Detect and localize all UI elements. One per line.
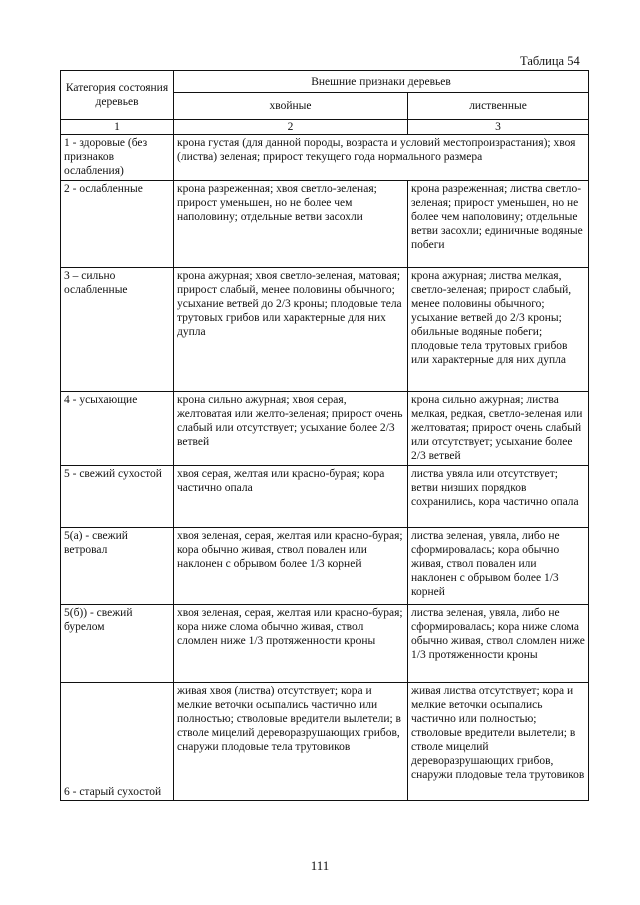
row-conifer: крона ажурная; хвоя светло-зеленая, матовая; прирост слабый, менее половины обычного; усыхание ветвей до 2/3 кроны; плодовые тела трутовых грибов или характерные для них дупла bbox=[174, 268, 408, 392]
row-deciduous: листва увяла или отсутствует; ветви низших порядков сохранились, кора частично опала bbox=[408, 466, 589, 528]
row-conifer: хвоя серая, желтая или красно-бурая; кора частично опала bbox=[174, 466, 408, 528]
column-number-2: 2 bbox=[174, 120, 408, 135]
row-deciduous: крона сильно ажурная; листва мелкая, редкая, светло-зеленая или желтоватая; прирост очень слабый или отсутствует; усыхание более 2/3 ветвей bbox=[408, 392, 589, 466]
row-conifer: крона сильно ажурная; хвоя серая, желтоватая или желто-зеленая; прирост очень слабый или отсутствует; усыхание более 2/3 ветвей bbox=[174, 392, 408, 466]
row-category: 4 - усыхающие bbox=[61, 392, 174, 466]
row-category: 5(а) - свежий ветровал bbox=[61, 528, 174, 605]
page-number: 111 bbox=[310, 858, 330, 873]
row-deciduous: листва зеленая, увяла, либо не сформировалась; кора ниже слома обычно живая, ствол сломлен ниже 1/3 протяженности кроны bbox=[408, 605, 589, 683]
header-row-top bbox=[61, 71, 589, 93]
table-row bbox=[61, 181, 589, 268]
row-deciduous: крона ажурная; листва мелкая, светло-зеленая; прирост слабый, менее половины обычного; усыхание ветвей до 2/3 кроны; обильные водяные побеги; плодовые тела трутовых грибов или характерные для них дупла bbox=[408, 268, 589, 392]
table-row bbox=[61, 683, 589, 801]
table-row bbox=[61, 605, 589, 683]
header-external: Внешние признаки деревьев bbox=[174, 71, 589, 93]
row-category: 5 - свежий сухостой bbox=[61, 466, 174, 528]
header-deciduous: лиственные bbox=[408, 93, 589, 120]
header-category: Категория состояния деревьев bbox=[61, 71, 174, 120]
row-deciduous: живая листва отсутствует; кора и мелкие веточки осыпались частично или полностью; стволовые вредители вылетели; в стволе мицелий дереворазрушающих грибов, снаружи плодовые тела трутовиков bbox=[408, 683, 589, 801]
column-number-1: 1 bbox=[61, 120, 174, 135]
row-conifer: крона разреженная; хвоя светло-зеленая; прирост уменьшен, но не более чем наполовину; отдельные ветви засохли bbox=[174, 181, 408, 268]
row-conifer: живая хвоя (листва) отсутствует; кора и мелкие веточки осыпались частично или полностью; стволовые вредители вылетели; в стволе мицелий дереворазрушающих грибов, снаружи плодовые тела трутовиков bbox=[174, 683, 408, 801]
row-merged-description: крона густая (для данной породы, возраста и условий местопроизрастания); хвоя (листва) зеленая; прирост текущего года нормального размера bbox=[174, 135, 589, 181]
header-conifer: хвойные bbox=[174, 93, 408, 120]
row-conifer: хвоя зеленая, серая, желтая или красно-бурая; кора обычно живая, ствол повален или наклонен с обрывом более 1/3 корней bbox=[174, 528, 408, 605]
row-category: 2 - ослабленные bbox=[61, 181, 174, 268]
table-row bbox=[61, 528, 589, 605]
row-category: 3 – сильно ослабленные bbox=[61, 268, 174, 392]
column-number-3: 3 bbox=[408, 120, 589, 135]
row-category: 5(б)) - свежий бурелом bbox=[61, 605, 174, 683]
table-caption: Таблица 54 bbox=[520, 54, 580, 68]
table-row bbox=[61, 268, 589, 392]
row-category: 1 - здоровые (без признаков ослабления) bbox=[61, 135, 174, 181]
table-row bbox=[61, 135, 589, 181]
column-number-row bbox=[61, 120, 589, 135]
row-category: 6 - старый сухостой bbox=[61, 683, 174, 801]
row-deciduous: крона разреженная; листва светло-зеленая; прирост уменьшен, но не более чем наполовину; отдельные ветви засохли; единичные водяные побеги bbox=[408, 181, 589, 268]
tree-condition-table bbox=[60, 70, 589, 801]
row-conifer: хвоя зеленая, серая, желтая или красно-бурая; кора ниже слома обычно живая, ствол сломлен ниже 1/3 протяженности кроны bbox=[174, 605, 408, 683]
row-deciduous: листва зеленая, увяла, либо не сформировалась; кора обычно живая, ствол повален или наклонен с обрывом более 1/3 корней bbox=[408, 528, 589, 605]
table-row bbox=[61, 466, 589, 528]
table-row bbox=[61, 392, 589, 466]
